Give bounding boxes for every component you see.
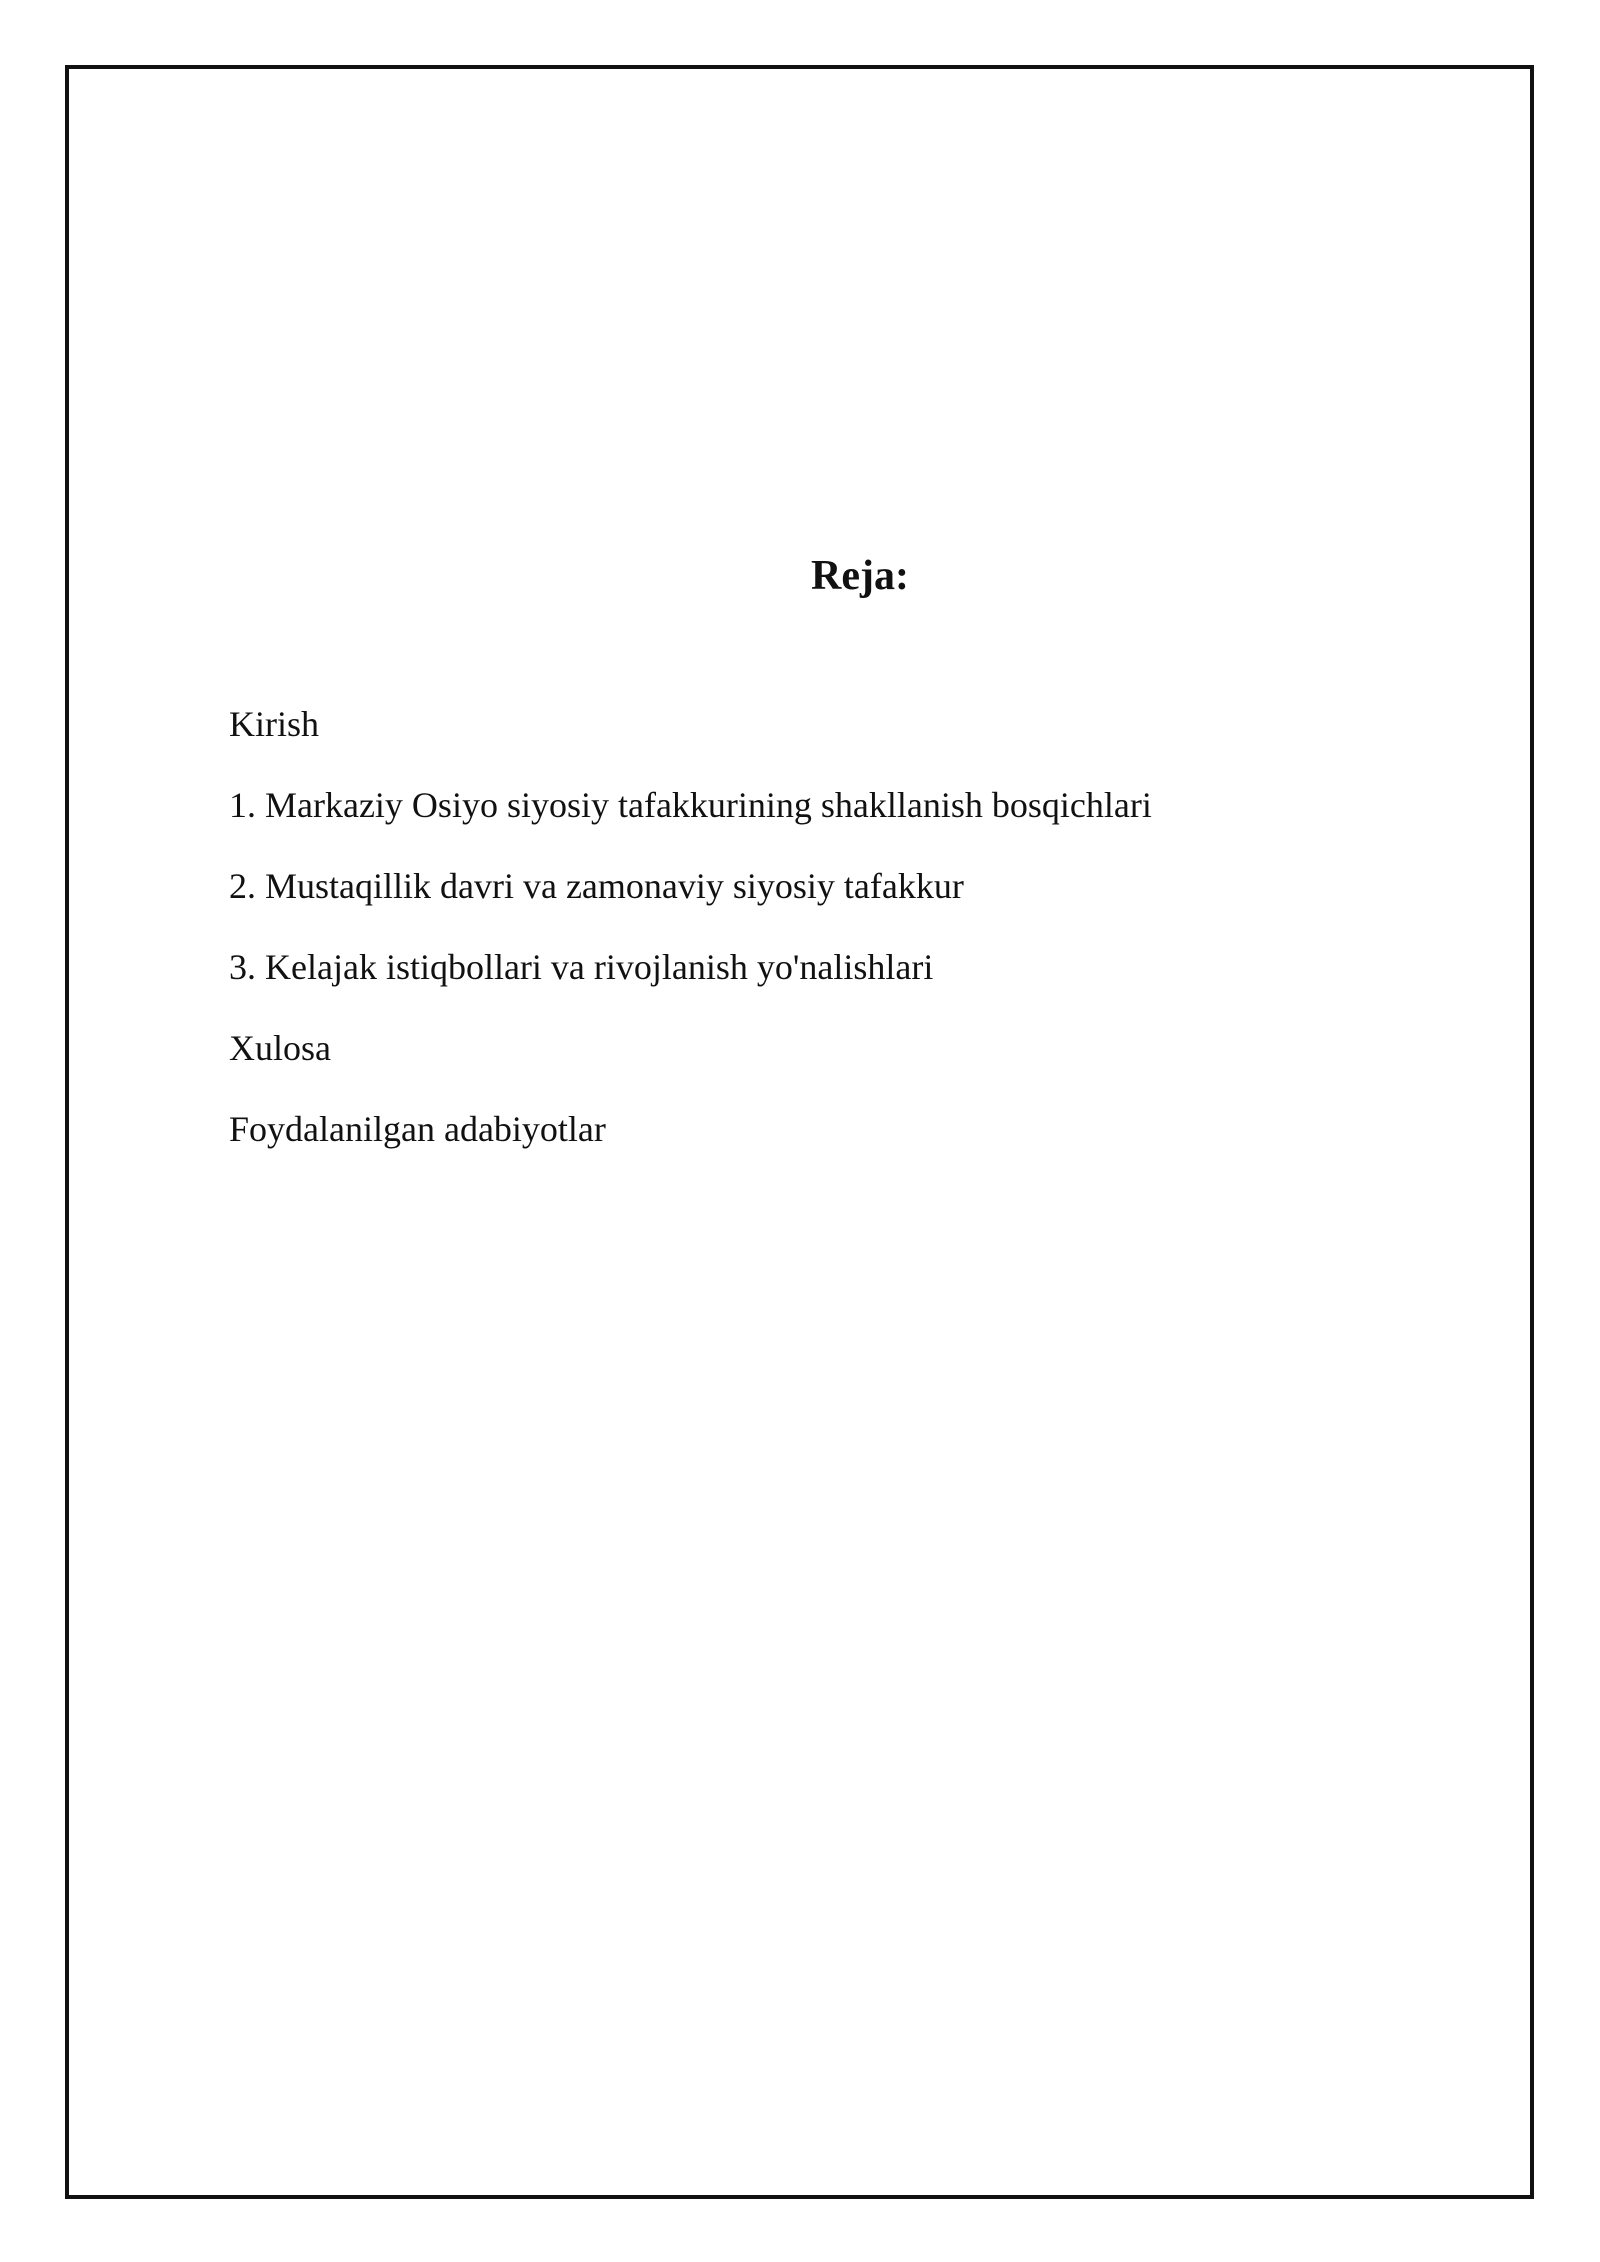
table-of-contents [229,700,1152,1186]
toc-item-chapter-2: 2. Mustaqillik davri va zamonaviy siyosiy tafakkur [229,866,964,906]
toc-item-references: Foydalanilgan adabiyotlar [229,1109,606,1149]
toc-item-introduction: Kirish [229,704,319,744]
page-title: Reja: [811,553,909,599]
toc-item-conclusion: Xulosa [229,1028,331,1068]
toc-item-chapter-1: 1. Markaziy Osiyo siyosiy tafakkurining shakllanish bosqichlari [229,785,1152,825]
toc-item-chapter-3: 3. Kelajak istiqbollari va rivojlanish yo'nalishlari [229,947,934,987]
